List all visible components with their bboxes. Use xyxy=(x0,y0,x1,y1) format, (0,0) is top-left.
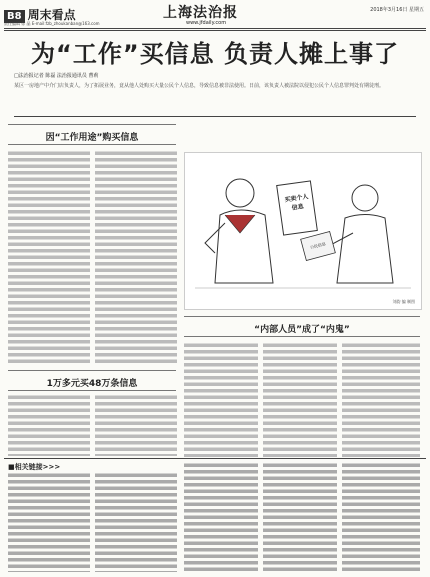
masthead-url: www.jfdaily.com xyxy=(186,20,227,26)
lead-paragraph: 某区一房地产中介门店负责人，为了拓展业务，竟从他人处购买大量公民个人信息，导致信息被非法使用。日前，该负责人被法院以侵犯公民个人信息罪判处有期徒刑。 xyxy=(14,83,385,89)
box-column xyxy=(263,462,337,572)
body-column xyxy=(342,342,420,457)
page-number: B8 xyxy=(4,10,25,23)
body-column xyxy=(184,342,258,457)
body-text-texture xyxy=(184,462,258,572)
body-text-texture xyxy=(8,394,90,456)
section-rule xyxy=(8,144,176,145)
sign-text: 买卖个人信息 xyxy=(284,193,309,212)
body-column xyxy=(95,394,177,456)
body-text-texture xyxy=(95,150,177,365)
box-column xyxy=(8,472,90,572)
paper-text: 公民信息 xyxy=(309,241,327,251)
section-rule xyxy=(8,390,176,391)
section-heading-2: 1万多元买48万条信息 xyxy=(46,379,138,389)
body-text-texture xyxy=(342,342,420,457)
section-rule xyxy=(184,316,420,317)
page-header xyxy=(4,4,94,20)
lead-rule xyxy=(14,116,416,117)
body-text-texture xyxy=(263,462,337,572)
section-rule xyxy=(8,124,176,125)
body-column xyxy=(8,394,90,456)
issue-date: 2018年3月16日 星期五 xyxy=(370,7,424,13)
byline: □法治报记者 陈磊 法治报通讯员 曹莉 xyxy=(14,73,99,79)
header-rule xyxy=(4,28,426,29)
body-text-texture xyxy=(263,342,337,457)
related-links-title: ■相关链接>>> xyxy=(8,463,61,471)
cartoon-drawing xyxy=(185,153,421,309)
header-rule-thin xyxy=(4,30,426,31)
editor-line: 责任编辑 徐 晶 E-mail:fzb_zhoukanban@163.com xyxy=(4,21,100,26)
box-rule xyxy=(4,458,426,459)
body-text-texture xyxy=(95,394,177,456)
box-column xyxy=(184,462,258,572)
body-column xyxy=(95,150,177,365)
body-column xyxy=(8,150,90,365)
masthead: 上海法治报 xyxy=(163,5,238,21)
body-text-texture xyxy=(8,472,90,572)
section-heading-1: 因“工作用途”购买信息 xyxy=(45,133,139,143)
body-text-texture xyxy=(8,150,90,365)
section-rule xyxy=(184,336,420,337)
headline: 为“工作”买信息 负责人摊上事了 xyxy=(31,40,399,68)
section-name: 周末看点 xyxy=(27,8,76,22)
body-text-texture xyxy=(95,472,177,572)
illustration xyxy=(184,152,422,310)
body-column xyxy=(263,342,337,457)
box-column xyxy=(342,462,420,572)
body-text-texture xyxy=(342,462,420,572)
box-column xyxy=(95,472,177,572)
illustration-credit: 刘韵 编 制图 xyxy=(392,299,415,304)
section-heading-3: “内部人员”成了“内鬼” xyxy=(254,325,350,335)
body-text-texture xyxy=(184,342,258,457)
section-rule xyxy=(8,370,176,371)
